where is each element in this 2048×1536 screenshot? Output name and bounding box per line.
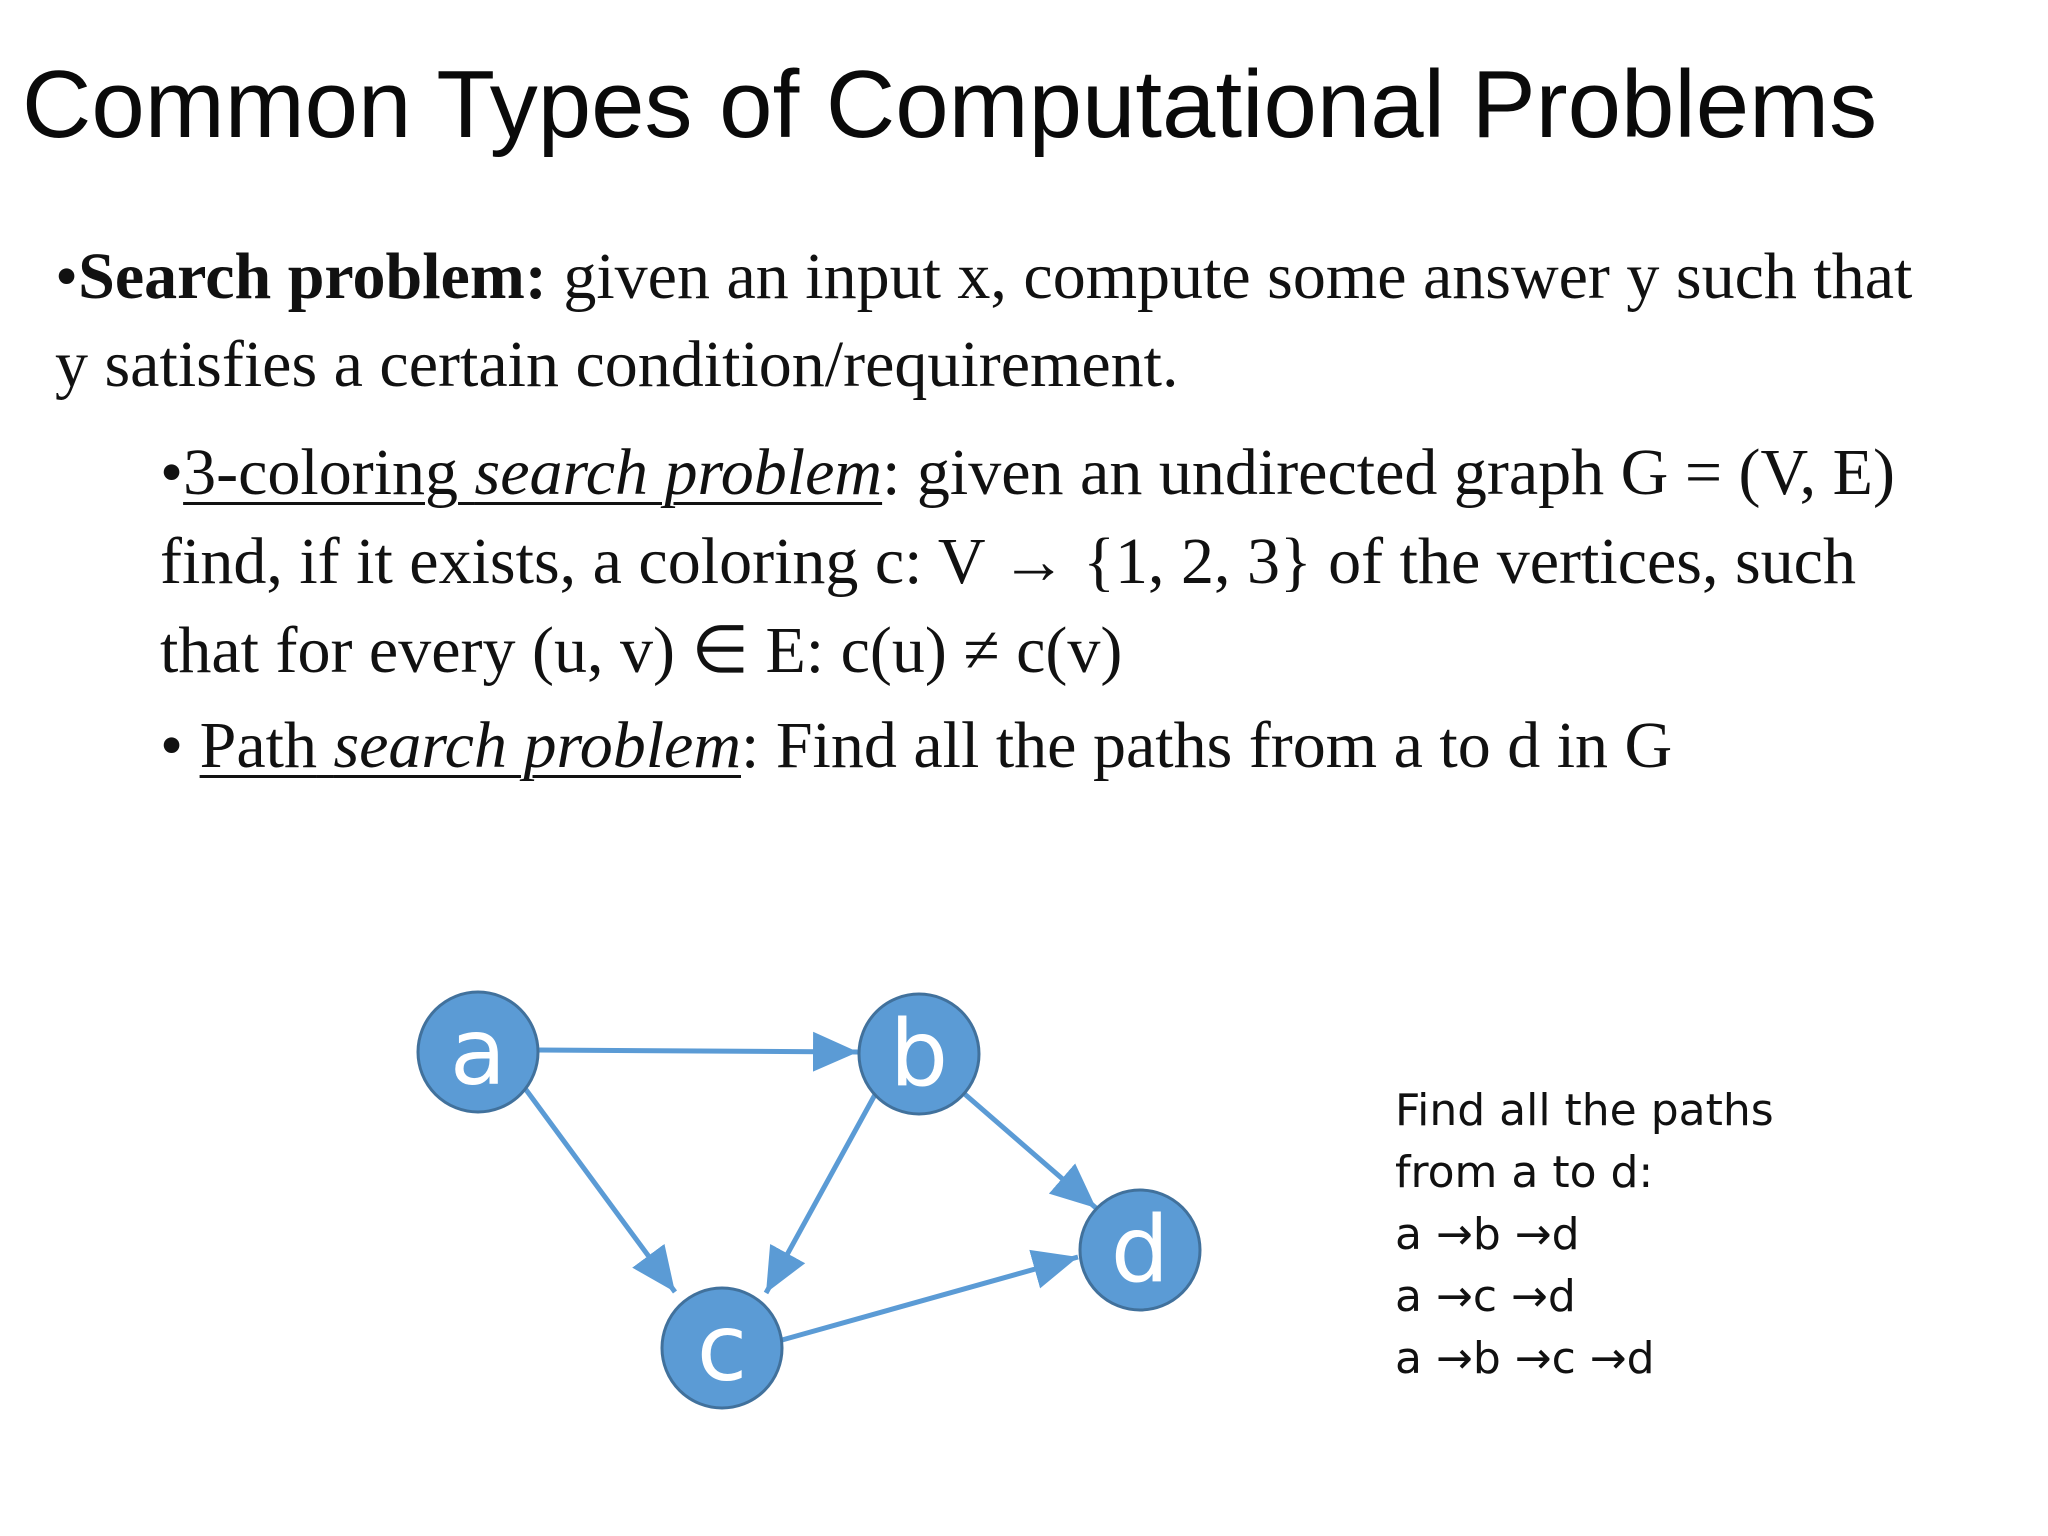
three-coloring-term-italic: search problem (474, 436, 883, 509)
node-d-label: d (1110, 1196, 1170, 1304)
edge-b-d (960, 1090, 1096, 1208)
path-abcd: a →b →c →d (1395, 1333, 1655, 1384)
search-problem-term: Search problem: (78, 240, 547, 313)
bullet-marker: • (160, 709, 200, 782)
node-a-label: a (449, 998, 507, 1106)
edge-a-c (524, 1087, 675, 1292)
path-search-definition: : Find all the paths from a to d in G (741, 709, 1673, 782)
search-problem-definition: given an input x, compute some answer y such that y satisfies a certain condition/requirement. (55, 240, 1913, 401)
path-search-term-text: Path (199, 709, 317, 782)
node-b-label: b (889, 1000, 949, 1108)
slide-title: Common Types of Computational Problems (22, 51, 1878, 158)
path-abd: a →b →d (1395, 1209, 1580, 1260)
three-coloring-term-text: 3-coloring (183, 436, 459, 509)
edge-a-b (538, 1050, 858, 1052)
node-b (859, 994, 979, 1114)
paths-note (1395, 1080, 1995, 1390)
bullet-marker: • (160, 436, 184, 509)
edge-c-d (782, 1257, 1078, 1340)
three-coloring-definition: : given an undirected graph G = (V, E) find, if it exists, a coloring c: V → {1, 2, 3} of the vertices, such that for every (u, v) ∈ E: c(u) ≠ c(v) (160, 436, 1895, 687)
paths-note-line: from a to d: (1395, 1147, 1654, 1198)
node-c (662, 1288, 782, 1408)
path-acd: a →c →d (1395, 1271, 1576, 1322)
node-a (418, 992, 538, 1112)
node-c-label: c (696, 1294, 748, 1402)
path-search-term-italic: search problem (333, 709, 741, 782)
edge-b-c (766, 1091, 877, 1293)
bullet-marker: • (55, 240, 79, 313)
paths-note-line: Find all the paths (1395, 1085, 1774, 1136)
node-d (1080, 1190, 1200, 1310)
